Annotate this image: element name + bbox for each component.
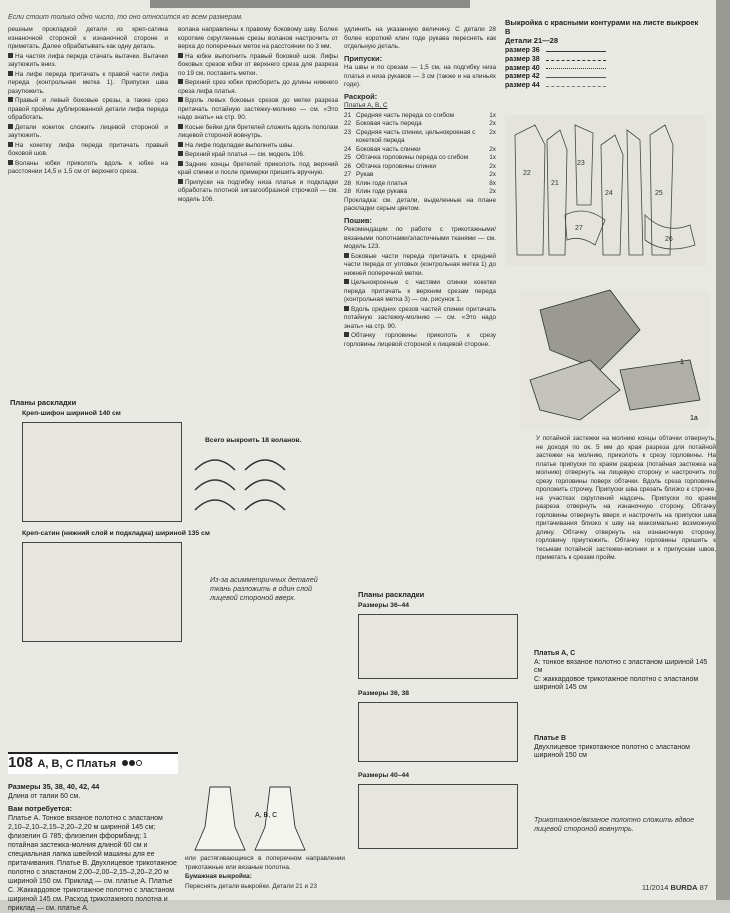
parts-list [344, 112, 496, 197]
layout-size-1: Размеры 36–44 [358, 602, 410, 609]
size-38-row: размер 38 [505, 56, 705, 65]
layout-40-44 [358, 784, 518, 849]
col4-p1: У потайной застежки на молнию концы обтачки отвернуть, не доходя по ок. 5 мм до края разреза для потайной застежки на молнию, приколоть к срезу горловины. На платье припуски по краям разреза (потайная застежка на молнию) отвернуть на лицевую сторону и настрочить по срезу горловины поверх обтачки. Вдоль среза горловины проложить строчку. Припуски шва срезать близко к строчке, на участках скруглений надсечь. Припуски по краям разреза отвернуть на изнаночную сторону. Обтачку горловины отвернуть вверх и настрочить на припуски шва притачивания близко к шву на максимально возможную длину. Обтачку отвернуть на изнаночную сторону, горловину приутюжить. Обтачку горловины пришить к тесьмам потайной застежки-молнии и к припускам швов, приметать к срезам пройм. [536, 435, 716, 561]
piece-label-25: 25 [655, 190, 663, 197]
header-band [150, 0, 470, 8]
needs-heading: Вам потребуется: [8, 804, 72, 813]
sketch-variants: А, В, С [255, 812, 278, 819]
fabric-b-text: Двухлицевое трикотажное полотно с эластаном шириной 150 см [534, 743, 690, 759]
part-name: Обтачка горловины переда со сгибом [356, 154, 469, 161]
zipper-detail-diagram [520, 290, 710, 430]
pattern-legend-parts: Детали 21—28 [505, 36, 558, 45]
piece-label-24: 24 [605, 190, 613, 197]
frills-drawing [190, 450, 310, 525]
model-108-heading: 108 А, В, С Платья [8, 752, 178, 774]
col2-p3: Верхний срез юбки присборить до длины нижнего среза лифа платья. [178, 79, 338, 95]
part-name: Средняя часть спинки, цельнокроеная с кокеткой переда [356, 128, 476, 144]
part-name: Боковая часть спинки [356, 145, 421, 153]
size-44-row: размер 44 [505, 82, 705, 91]
col3-p1: удлинить на указанную величину. С детали 28 более короткий клин годе рукава переснять как отдельную деталь. [344, 26, 496, 50]
materials-block [8, 782, 178, 913]
column-2-text [178, 26, 338, 386]
col3-sew2: Боковые части переда притачать к средней части переда от угловых (контрольная метка 1) до нижней поперечной метки. [344, 252, 496, 277]
layouts-title-left: Планы раскладки [10, 398, 77, 407]
col3-sew5: Обтачку горловины приколоть к срезу горловины лицевой стороной к лицевой стороне. [344, 332, 496, 348]
part-qty: 2x [489, 162, 496, 170]
part-row [344, 154, 496, 163]
asym-note: Из-за асимметричных деталей ткань разложить в один слой лицевой стороной вверх. [210, 575, 318, 602]
detail-label-1a: 1а [690, 415, 698, 422]
pattern-note-2: Бумажная выкройка: [185, 873, 252, 880]
col1-p2: На частях лифа переда стачать вытачки. Вытачки заутюжить вниз. [8, 52, 168, 68]
part-row [344, 171, 496, 180]
col2-p1: волана направлены к правому боковому шву. Более короткие скругленные срезы воланов настрочить от верха до поперечных меток на расстоянии по 3 мм. [178, 26, 338, 50]
part-row [344, 188, 496, 197]
layout-satin-title: Креп-сатин (нижний слой и подкладка) шириной 135 см [22, 530, 210, 537]
cut-18-note: Всего выкроить 18 воланов. [205, 437, 302, 444]
fold-note: Трикотажное/вязаное полотно сложить вдвое лицевой стороной вовнутрь. [534, 815, 695, 833]
part-number: 28 [344, 188, 352, 195]
part-row [344, 129, 496, 146]
allowance-text: На швы и по срезам — 1,5 см, на подгибку низа платья и низа рукавов — 3 см (также и на клиньях годе). [344, 64, 496, 88]
part-row [344, 180, 496, 189]
pattern-note-3: Переснять детали выкройки. Детали 21 и 23 [185, 882, 317, 890]
layouts-title-right: Планы раскладки [358, 590, 425, 599]
part-row [344, 112, 496, 121]
col2-p4: Вдоль левых боковых срезов до метки разреза притачать потайную застежку-молнию — см. «Это надо знать» на стр. 90. [178, 97, 338, 121]
layout-size-3: Размеры 40–44 [358, 772, 410, 779]
part-name: Средняя часть переда со сгибом [356, 111, 454, 119]
col3-sew3: Цельнокроеные с частями спинки кокетки переда притачать к верхним срезам переда (контрольная метка 3) — см. рисунок 1. [344, 279, 496, 303]
part-name: Боковая часть переда [356, 120, 422, 127]
layout-36-38 [358, 702, 518, 762]
col3-sew1: Рекомендации по работе с трикотажными/вязаными полотнами/эластичными тканями — см. модель 123. [344, 226, 496, 250]
col2-p9: Припуски на подгибку низа платья и подкладки обработать плотной зигзагообразной строчкой — см. модель 106. [178, 178, 338, 203]
allowance-heading: Припуски: [344, 53, 383, 63]
part-name: Рукав [356, 171, 374, 178]
col2-p8: Задние концы бретелей приколоть под верхний край спинки и после примерки пришить вручную. [178, 160, 338, 176]
cutting-variants: Платья А, В, С [344, 102, 388, 109]
chiffon-layout [22, 422, 182, 522]
part-qty: 1x [489, 111, 496, 119]
size-42-row: размер 42 [505, 73, 705, 82]
fabric-b [534, 735, 714, 761]
detail-label-1: 1 [680, 359, 684, 366]
part-name: Клин годе платья [356, 179, 408, 187]
fabric-c: С: жаккардовое трикотажное полотно с эластаном шириной 145 см [534, 675, 699, 691]
dress-sketch [185, 782, 335, 852]
part-qty: 2x [489, 188, 496, 195]
col1-p6: На кокетку лифа переда притачать правый боковой шов. [8, 141, 168, 157]
part-qty: 1x [489, 154, 496, 161]
col1-p5: Детали кокеток сложить лицевой стороной и заутюжить. [8, 123, 168, 139]
page-spine [716, 0, 730, 900]
part-name: Клин годе рукава [356, 188, 408, 195]
col1-p1: решным прокладкой детали из креп-сатина изнаночной стороной к изнаночной стороне и приметать. Далее обрабатывать как одну деталь. [8, 26, 168, 50]
col2-p5: Косые бейки для бретелей сложить вдоль пополам лицевой стороной вовнутрь. [178, 123, 338, 139]
part-qty: 2x [489, 171, 496, 178]
part-qty: 2x [489, 145, 496, 153]
piece-label-21: 21 [551, 180, 559, 187]
part-row [344, 146, 496, 155]
col3-sew4: Вдоль средних срезов частей спинки притачать потайную застежку-молнию — см. «Это надо знать» на стр. 90. [344, 305, 496, 330]
column-1-text [8, 26, 168, 386]
pattern-note-1: или растягивающиеся в поперечном направлении трикотажные или вязаные полотна. [185, 855, 345, 871]
part-number: 21 [344, 111, 352, 119]
part-qty: 2x [489, 120, 496, 127]
layout-size-2: Размеры 36, 38 [358, 690, 410, 697]
sewing-heading: Пошив: [344, 215, 372, 225]
piece-label-23: 23 [577, 160, 585, 167]
layout-chiffon-title: Креп-шифон шириной 140 см [22, 410, 121, 417]
col2-p6: На лифе подкладки выполнить швы. [178, 142, 338, 151]
column-4-text [536, 435, 716, 615]
part-number: 24 [344, 145, 352, 153]
cutting-heading: Раскрой: [344, 91, 378, 101]
satin-layout [22, 542, 182, 642]
part-number: 27 [344, 171, 352, 178]
col1-p3: На лифе переда притачать к правой части лифа переда (контрольная метка 1). Припуски шва разутюжить. [8, 70, 168, 95]
col1-p7: Воланы юбки приколоть вдоль к юбке на расстоянии 14,5 и 1,5 см от верхнего среза. [8, 159, 168, 175]
piece-label-27: 27 [575, 225, 583, 232]
col1-p4: Правый и левый боковые срезы, а также срез правой проймы дублированной детали лифа переда обработать. [8, 97, 168, 121]
pattern-legend [505, 18, 705, 114]
fabric-a: А: тонкое вязаное полотно с эластаном шириной 145 см [534, 658, 708, 674]
layout-36-44 [358, 614, 518, 679]
part-number: 22 [344, 120, 352, 127]
length-line: Длина от талии 60 см. [8, 793, 81, 800]
part-row [344, 163, 496, 172]
part-number: 26 [344, 162, 352, 170]
page-footer: 11/2014 BURDA 87 [641, 883, 708, 892]
pattern-legend-title: Выкройка с красными контурами на листе выкроек В [505, 18, 699, 36]
running-note: Если стоит только одно число, то оно относится ко всем размерам. [8, 14, 243, 21]
col3-lining: Прокладка: см. детали, выделенные на плане раскладки серым цветом. [344, 196, 496, 212]
part-number: 23 [344, 128, 352, 136]
needs-text: Платье А. Тонкое вязаное полотно с эластаном 2,10–2,10–2,15–2,20–2,20 м шириной 145 см; флизелин G 785; флизелин фформбанд; 1 потайная застежка-молния длиной 60 см и специальная лапка швейной машины для ее притачивания. Платье В. Двухлицевое трикотажное полотно с эластаном 2,00–2,00–2,15–2,20–2,20 м шириной 150 см. Приклад — см. платье А. Платье С. Жаккардовое трикотажное полотно с эластаном шириной 145 см. Расход трикотажного полотна и приклад — см. платье А. [8, 815, 177, 912]
fabric-ac-title: Платья А, С [534, 650, 576, 657]
part-number: 28 [344, 179, 352, 187]
part-qty: 2x [489, 128, 496, 136]
size-40-row: размер 40 [505, 65, 705, 74]
part-number: 25 [344, 154, 352, 161]
part-qty: 8x [489, 179, 496, 187]
fabric-b-title: Платье В [534, 735, 566, 742]
fabric-ac [534, 650, 714, 693]
part-row [344, 120, 496, 129]
pattern-note [185, 855, 345, 895]
piece-label-22: 22 [523, 170, 531, 177]
sizes-line: Размеры 35, 38, 40, 42, 44 [8, 782, 100, 791]
piece-label-26: 26 [665, 236, 673, 243]
pattern-sheet-diagram [505, 115, 705, 265]
col2-p7: Верхний край платья — см. модель 106. [178, 151, 338, 160]
part-name: Обтачка горловины спинки [356, 162, 436, 170]
size-36-row: размер 36 [505, 47, 705, 56]
column-3-text [344, 26, 496, 526]
col2-p2: На юбке выполнить правый боковой шов. Лифы боковых срезов юбки от верхнего среза для разреза по 19 см, поставить метки. [178, 52, 338, 77]
